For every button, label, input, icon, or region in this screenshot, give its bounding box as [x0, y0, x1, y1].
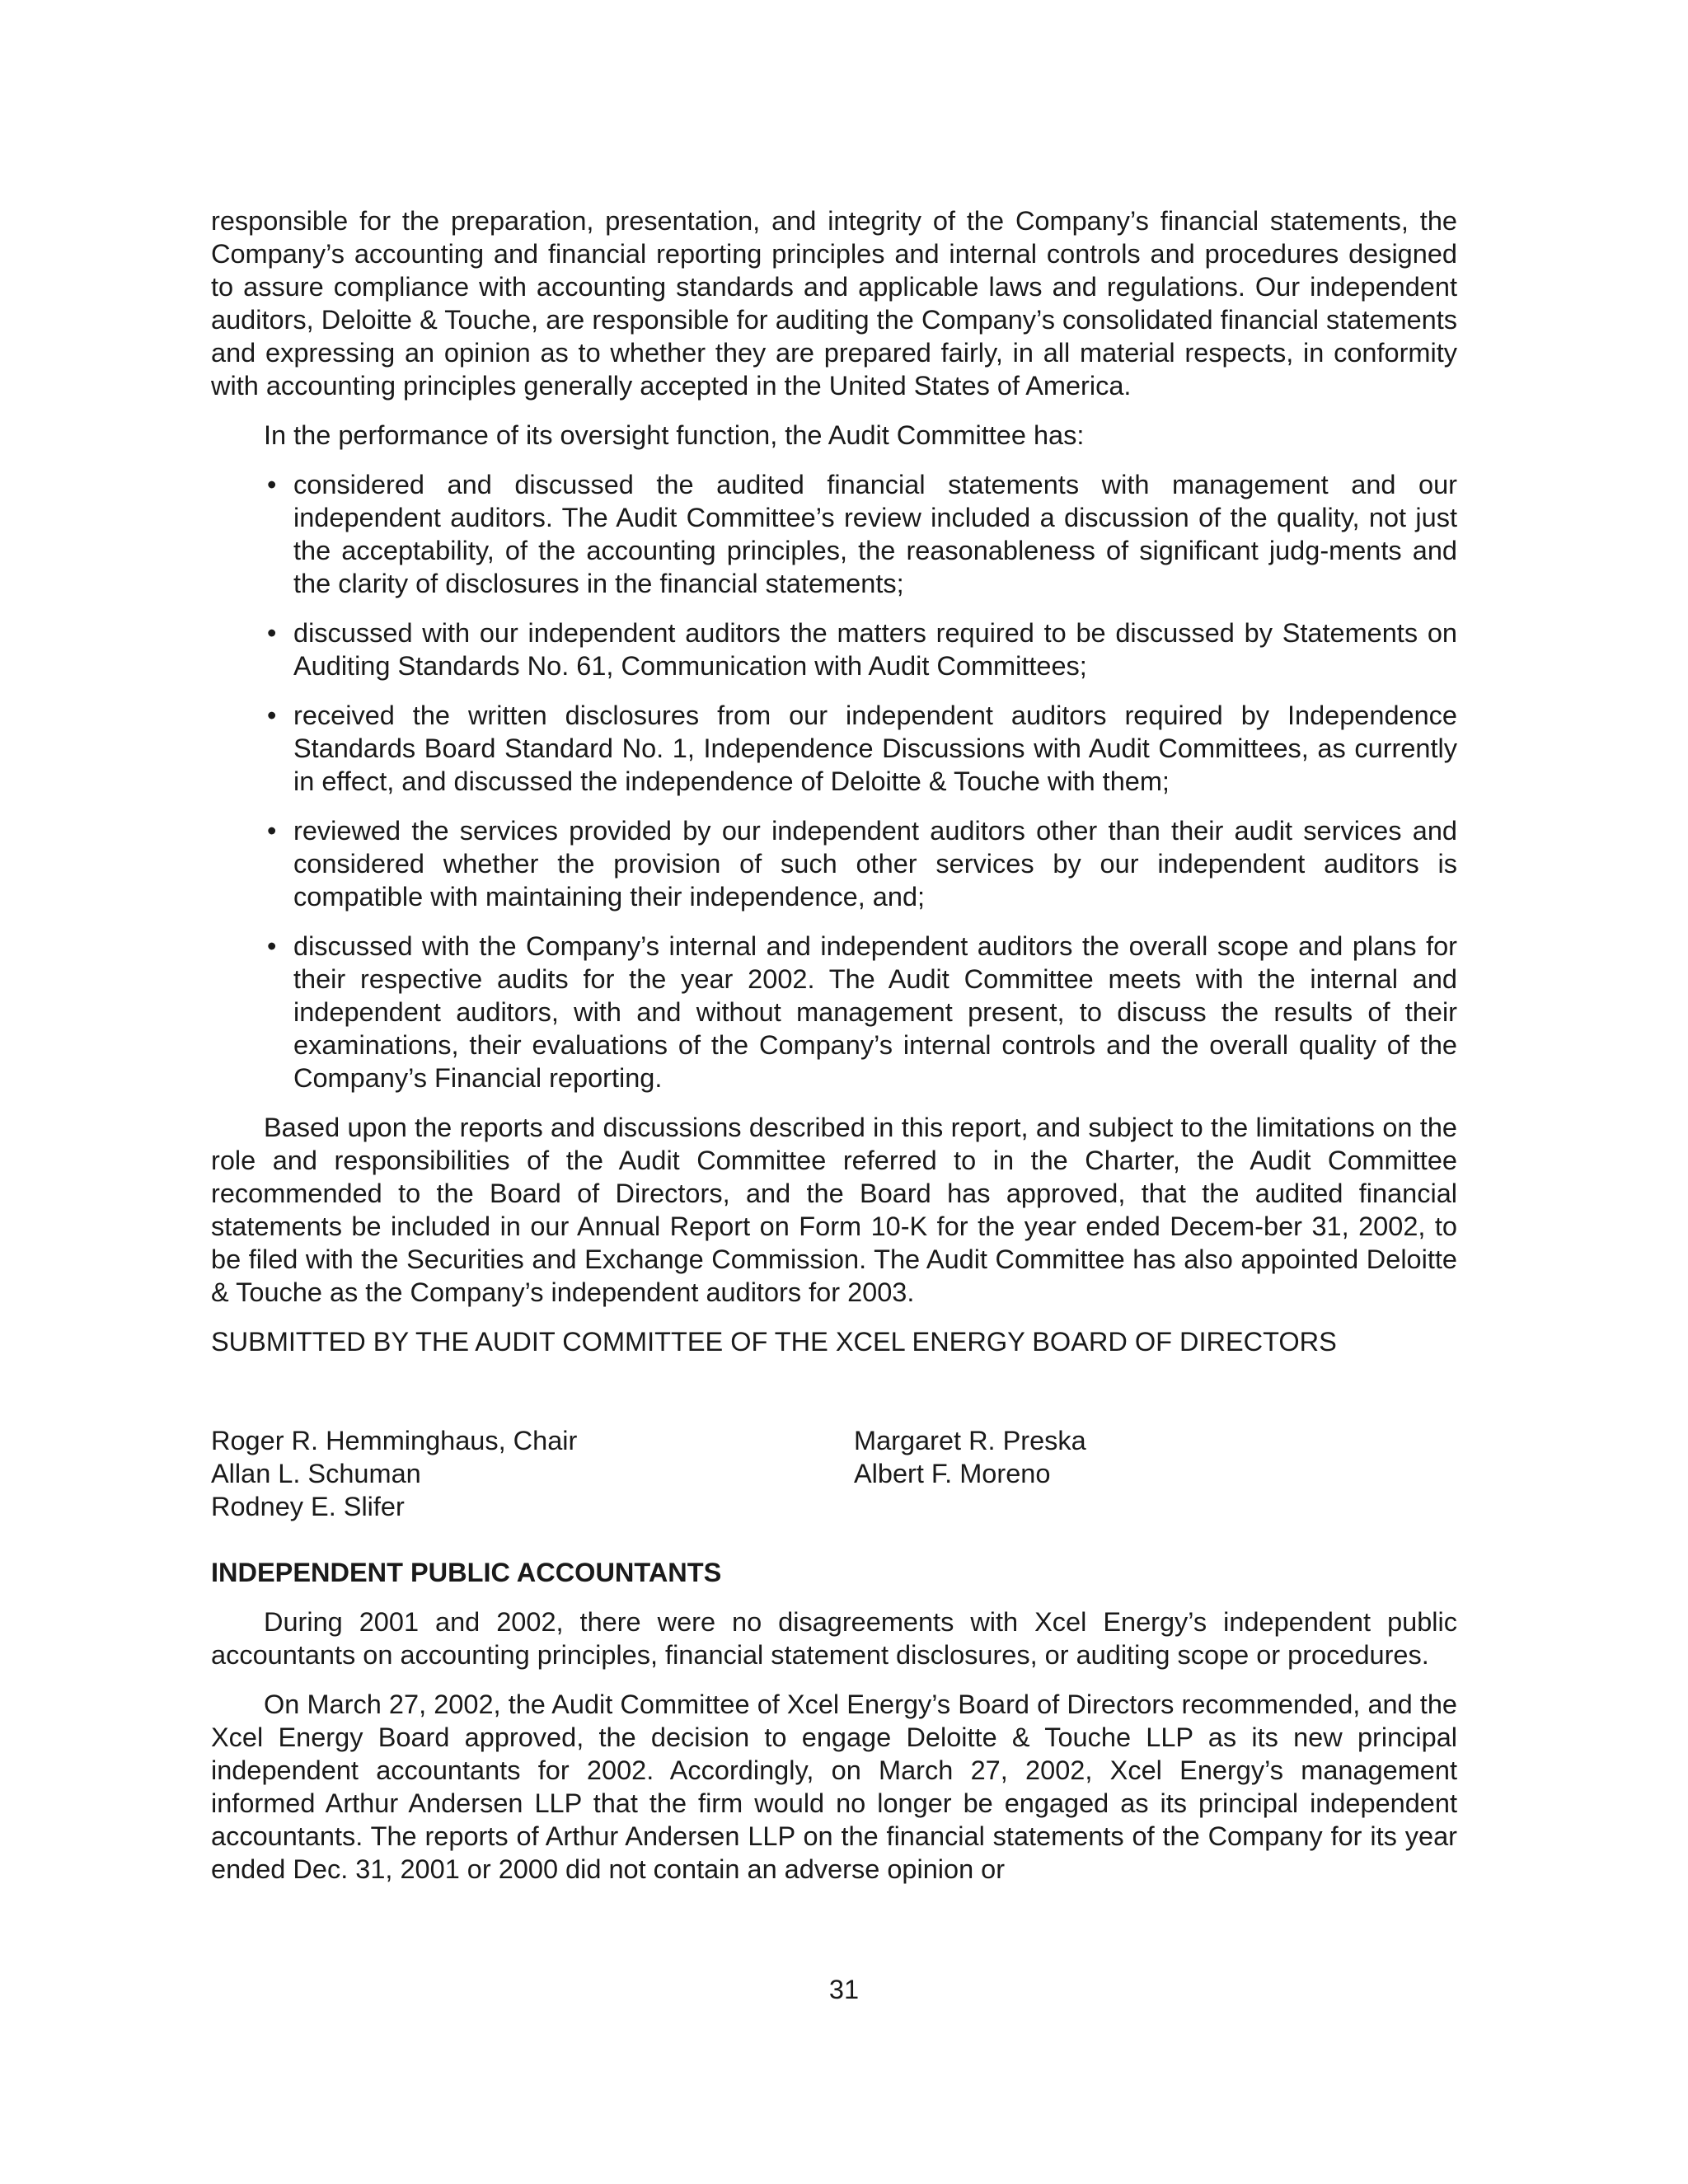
bullet-item	[211, 699, 1457, 798]
signer-name: Margaret R. Preska	[854, 1426, 1086, 1455]
bullet-text: considered and discussed the audited financial statements with management and our independent auditors. The Audit Committee’s review included a discussion of the quality, not just the acceptability, of the accounting principles, the reasonableness of significant judg-ments and the clarity of disclosures in the financial statements;	[293, 470, 1457, 598]
signer-name: Rodney E. Slifer	[211, 1492, 405, 1521]
signer-name: Allan L. Schuman	[211, 1459, 421, 1488]
submitted-by-line: SUBMITTED BY THE AUDIT COMMITTEE OF THE XCEL ENERGY BOARD OF DIRECTORS	[211, 1327, 1337, 1357]
document-page	[211, 204, 1457, 1886]
section-heading: INDEPENDENT PUBLIC ACCOUNTANTS	[211, 1558, 722, 1587]
accountants-paragraph: On March 27, 2002, the Audit Committee of Xcel Energy’s Board of Directors recommended, and the Xcel Energy Board approved, the decision to engage Deloitte & Touche LLP as its new principal independent accountants for 2002. Accordingly, on March 27, 2002, Xcel Energy’s management informed Arthur Andersen LLP that the firm would no longer be engaged as its principal independent accountants. The reports of Arthur Andersen LLP on the financial statements of the Company for its year ended Dec. 31, 2001 or 2000 did not contain an adverse opinion or	[211, 1690, 1457, 1884]
page-number: 31	[828, 1975, 860, 2004]
signer-name: Roger R. Hemminghaus, Chair	[211, 1426, 578, 1455]
oversight-bullet-list	[211, 468, 1457, 1094]
bullet-text: reviewed the services provided by our independent auditors other than their audit services and considered whether the provision of such other services by our independent auditors is compatible with maintaining their independence, and;	[293, 816, 1457, 912]
bullet-item	[211, 468, 1457, 600]
bullet-text: discussed with the Company’s internal and independent auditors the overall scope and plans for their respective audits for the year 2002. The Audit Committee meets with the internal and independent auditors, with and without management present, to discuss the results of their examinations, their evaluations of the Company’s internal controls and the overall quality of the Company’s Financial reporting.	[293, 931, 1457, 1093]
bullet-symbol: •	[267, 618, 277, 648]
signers-left-column	[211, 1424, 854, 1523]
signer-name: Albert F. Moreno	[854, 1459, 1051, 1488]
bullet-symbol: •	[267, 816, 277, 846]
intro-paragraph: responsible for the preparation, presentation, and integrity of the Company’s financial statements, the Company’s accounting and financial reporting principles and internal controls and procedures designed to assure compliance with accounting standards and applicable laws and regulations. Our independent auditors, Deloitte & Touche, are responsible for auditing the Company’s consolidated financial statements and expressing an opinion as to whether they are prepared fairly, in all material respects, in conformity with accounting principles generally accepted in the United States of America.	[211, 206, 1457, 401]
accountants-paragraph: During 2001 and 2002, there were no disagreements with Xcel Energy’s independent public accountants on accounting principles, financial statement disclosures, or auditing scope or procedures.	[211, 1607, 1457, 1670]
oversight-lead-paragraph: In the performance of its oversight function, the Audit Committee has:	[264, 420, 1085, 450]
bullet-symbol: •	[267, 470, 277, 499]
recommendation-paragraph: Based upon the reports and discussions described in this report, and subject to the limitations on the role and responsibilities of the Audit Committee referred to in the Charter, the Audit Committee recommended to the Board of Directors, and the Board has approved, that the audited financial statements be included in our Annual Report on Form 10-K for the year ended Decem-ber 31, 2002, to be filed with the Securities and Exchange Commission. The Audit Committee has also appointed Deloitte & Touche as the Company’s independent auditors for 2003.	[211, 1113, 1457, 1307]
bullet-symbol: •	[267, 931, 277, 961]
bullet-text: received the written disclosures from our independent auditors required by Independence Standards Board Standard No. 1, Independence Discussions with Audit Committees, as currently in effect, and discussed the independence of Deloitte & Touche with them;	[293, 701, 1457, 796]
bullet-symbol: •	[267, 701, 277, 730]
signers-block	[211, 1424, 1457, 1523]
bullet-text: discussed with our independent auditors the matters required to be discussed by Statements on Auditing Standards No. 61, Communication with Audit Committees;	[293, 618, 1457, 681]
signers-right-column	[854, 1424, 1086, 1523]
bullet-item	[211, 814, 1457, 913]
bullet-item	[211, 616, 1457, 682]
bullet-item	[211, 930, 1457, 1094]
